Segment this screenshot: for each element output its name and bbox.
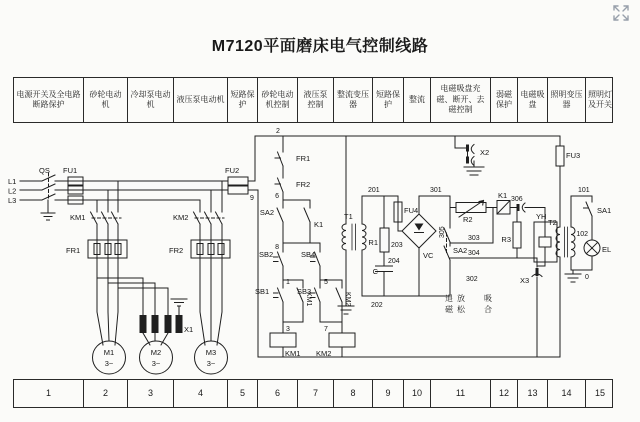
schematic-label: X2 (480, 148, 490, 157)
schematic-label: SA1 (597, 206, 612, 215)
terminal-x1-3 (165, 315, 172, 333)
diode-vc (415, 224, 424, 231)
schematic-label: L2 (8, 186, 17, 196)
schematic-label: 204 (388, 258, 400, 265)
schematic-label: C (372, 267, 378, 276)
schematic-label: 2 (276, 128, 280, 135)
header-cell-13: 电磁吸盘 (518, 78, 548, 122)
schematic-label: K1 (314, 220, 324, 229)
schematic-label: FR1 (66, 246, 81, 255)
schematic-label: M1 (103, 348, 115, 357)
terminal-x1-4 (176, 315, 183, 333)
schematic-label: 305 (439, 226, 446, 238)
schematic-label: 松 (457, 305, 465, 314)
schematic-label: 302 (466, 276, 478, 283)
schematic-label: SB2 (259, 250, 274, 259)
schematic-label: 1 (286, 279, 290, 286)
schematic-label: SB1 (255, 287, 270, 296)
schematic-label: SB3 (297, 287, 312, 296)
footer-cell-9: 9 (373, 380, 404, 407)
header-cell-2: 砂轮电动机 (84, 78, 128, 122)
schematic-label: 3~ (104, 359, 114, 368)
schematic-label: FU4 (404, 206, 419, 215)
schematic-label: X1 (184, 325, 194, 334)
chuck-yh-inner (539, 237, 551, 247)
schematic-label: SA2 (259, 208, 274, 217)
footer-cell-7: 7 (298, 380, 334, 407)
header-cell-14: 照明变压器 (548, 78, 586, 122)
schematic-label: 磁 (445, 305, 453, 314)
coil-km2 (329, 333, 355, 347)
schematic-label: L1 (8, 177, 17, 186)
schematic-label: R3 (501, 235, 511, 244)
header-cell-9: 短路保护 (373, 78, 404, 122)
schematic-label: R1 (368, 238, 378, 247)
plug-pin-x2b (466, 157, 469, 164)
schematic-label: FR1 (296, 154, 311, 163)
schematic-label: SB4 (301, 250, 316, 259)
schematic-label: 0 (585, 274, 589, 281)
schematic-label: 101 (578, 187, 590, 194)
motor-m2 (140, 341, 173, 374)
footer-cell-14: 14 (548, 380, 586, 407)
schematic-label: KM2 (316, 349, 332, 358)
fuse-fu2-a (228, 177, 248, 185)
fuse-fu3 (556, 146, 564, 166)
footer-cell-3: 3 (128, 380, 174, 407)
schematic-label: KM1 (305, 292, 312, 307)
header-cell-7: 液压泵控制 (298, 78, 334, 122)
footer-cell-15: 15 (594, 387, 605, 398)
schematic-label: 3~ (206, 359, 216, 368)
schematic-label: 5 (324, 279, 328, 286)
schematic-label: KM2 (173, 213, 189, 222)
header-cell-1: 电源开关及全电路断路保护 (14, 78, 84, 122)
footer-cell-8: 8 (334, 380, 373, 407)
plug-pin-x3 (536, 268, 539, 276)
schematic-label: M3 (205, 348, 217, 357)
schematic-label: 201 (368, 187, 380, 194)
terminal-x1-2 (152, 315, 159, 333)
footer-cell-1: 1 (14, 380, 84, 407)
schematic-label: T1 (344, 212, 353, 221)
schematic-label: X3 (520, 276, 530, 285)
header-cell-6: 砂轮电动机控制 (258, 78, 298, 122)
potentiometer-r2 (456, 203, 486, 213)
component-outlines (68, 146, 600, 374)
schematic-label: 合 (484, 305, 492, 314)
wires (20, 136, 598, 357)
column-number-table (13, 379, 613, 408)
schematic-label: 3 (286, 326, 290, 333)
schematic-label: 304 (468, 250, 480, 257)
schematic-label: 放 (457, 294, 465, 303)
schematic-label: 301 (430, 187, 442, 194)
schematic-label: FR2 (296, 180, 311, 189)
header-cell-11: 电磁吸盘充磁、断开、去磁控制 (431, 78, 491, 122)
header-cell-15: 照明灯及开关 (588, 89, 612, 109)
schematic-label: KM1 (70, 213, 86, 222)
schematic-label: M2 (150, 348, 162, 357)
header-cell-3: 冷却泵电动机 (128, 78, 174, 122)
schematic-label: FU2 (225, 166, 240, 175)
schematic-label: KM2 (344, 292, 351, 307)
footer-cell-12: 12 (491, 380, 518, 407)
fuse-fu2-b (228, 186, 248, 194)
coil-km1 (270, 333, 296, 347)
schematic-label: SA2 (453, 246, 468, 255)
footer-cell-2: 2 (84, 380, 128, 407)
footer-cell-11: 11 (431, 380, 491, 407)
schematic-label: 8 (275, 244, 279, 251)
schematic-label: 303 (468, 235, 480, 242)
schematic-label: 202 (371, 302, 383, 309)
plug-pin (517, 204, 520, 211)
footer-cell-5: 5 (228, 380, 258, 407)
header-cell-8: 整流变压器 (334, 78, 373, 122)
footer-cell-4: 4 (174, 380, 228, 407)
schematic-label: L3 (8, 196, 17, 205)
diagram-title: M7120平面磨床电气控制线路 (211, 38, 429, 55)
schematic-label: 9 (250, 195, 254, 202)
schematic-label: 203 (391, 242, 403, 249)
resistor-r1 (380, 228, 389, 252)
schematic-label: YH (536, 212, 547, 221)
schematic-label: FU1 (63, 166, 78, 175)
footer-cell-13: 13 (518, 380, 548, 407)
schematic-label: 102 (576, 231, 588, 238)
schematic-label: EL (602, 245, 612, 254)
schematic-label: KM1 (285, 349, 301, 358)
motor-m3 (195, 341, 228, 374)
schematic-label: T2 (548, 218, 557, 227)
schematic-label: FR2 (169, 246, 184, 255)
schematic-label: FU3 (566, 151, 581, 160)
schematic-label: R2 (463, 215, 473, 224)
schematic-label: QS (39, 166, 50, 175)
plug-pin-x2a (466, 145, 469, 152)
schematic-label: K1 (498, 191, 508, 200)
schematic-label: 吸 (484, 294, 492, 303)
resistor-r3 (513, 222, 521, 248)
footer-cell-6: 6 (258, 380, 298, 407)
schematic-label: 7 (324, 326, 328, 333)
schematic-label: 退 (445, 294, 453, 303)
schematic-label: VC (423, 251, 434, 260)
schematic-label: 306 (511, 196, 523, 203)
header-cell-5: 短路保护 (228, 78, 258, 122)
motor-m1 (93, 341, 126, 374)
footer-cell-10: 10 (404, 380, 431, 407)
schematic-label: 6 (275, 193, 279, 200)
header-cell-4: 液压泵电动机 (174, 78, 228, 122)
header-cell-10: 整流 (404, 78, 431, 122)
schematic-label: 3~ (151, 359, 161, 368)
terminal-x1-1 (140, 315, 147, 333)
header-cell-12: 弱磁保护 (491, 78, 518, 122)
